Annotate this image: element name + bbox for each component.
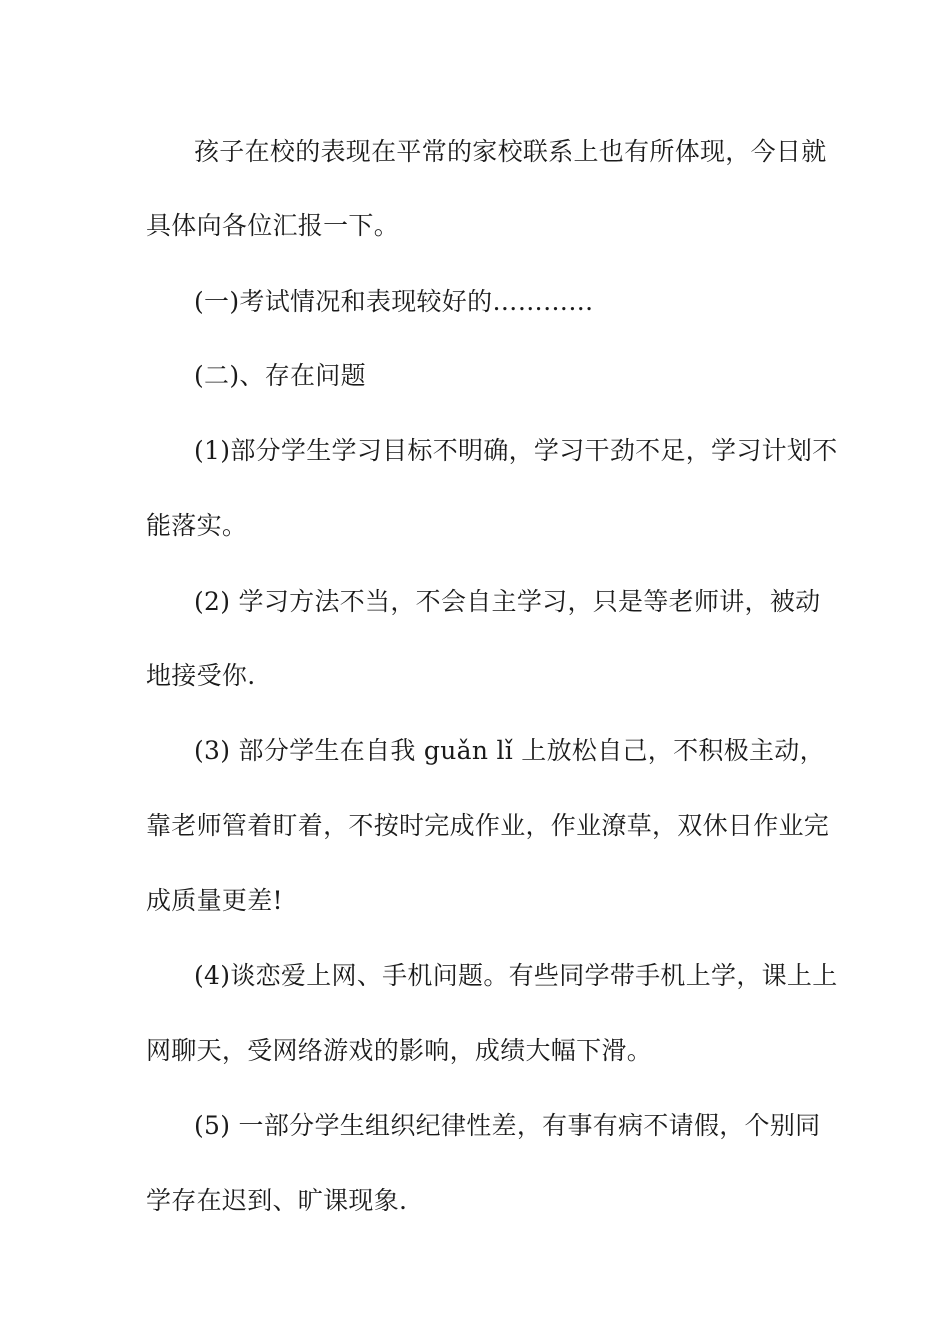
item-5-line-2: 学存在迟到、旷课现象. [146,1186,408,1215]
item-1-line-2: 能落实。 [146,511,248,540]
item-4-line-1: (4)谈恋爱上网、手机问题。有些同学带手机上学，课上上 [194,961,838,990]
section-heading-2: (二)、存在问题 [194,361,366,390]
item-5-line-1: (5) 一部分学生组织纪律性差，有事有病不请假，个别同 [194,1111,821,1140]
section-heading-1: (一)考试情况和表现较好的………… [194,287,594,316]
item-2-line-1: (2) 学习方法不当，不会自主学习，只是等老师讲，被动 [194,587,821,616]
item-3-line-3: 成质量更差! [146,886,283,915]
item-3-line-2: 靠老师管着盯着，不按时完成作业，作业潦草，双休日作业完 [146,811,830,840]
paragraph-intro-line-2: 具体向各位汇报一下。 [146,211,400,240]
item-4-line-2: 网聊天，受网络游戏的影响，成绩大幅下滑。 [146,1036,653,1065]
item-3-line-1: (3) 部分学生在自我 guǎn lǐ 上放松自己，不积极主动， [194,736,825,765]
item-2-line-2: 地接受你. [146,661,256,690]
paragraph-intro-line-1: 孩子在校的表现在平常的家校联系上也有所体现，今日就 [194,137,827,166]
item-1-line-1: (1)部分学生学习目标不明确，学习干劲不足，学习计划不 [194,436,838,465]
